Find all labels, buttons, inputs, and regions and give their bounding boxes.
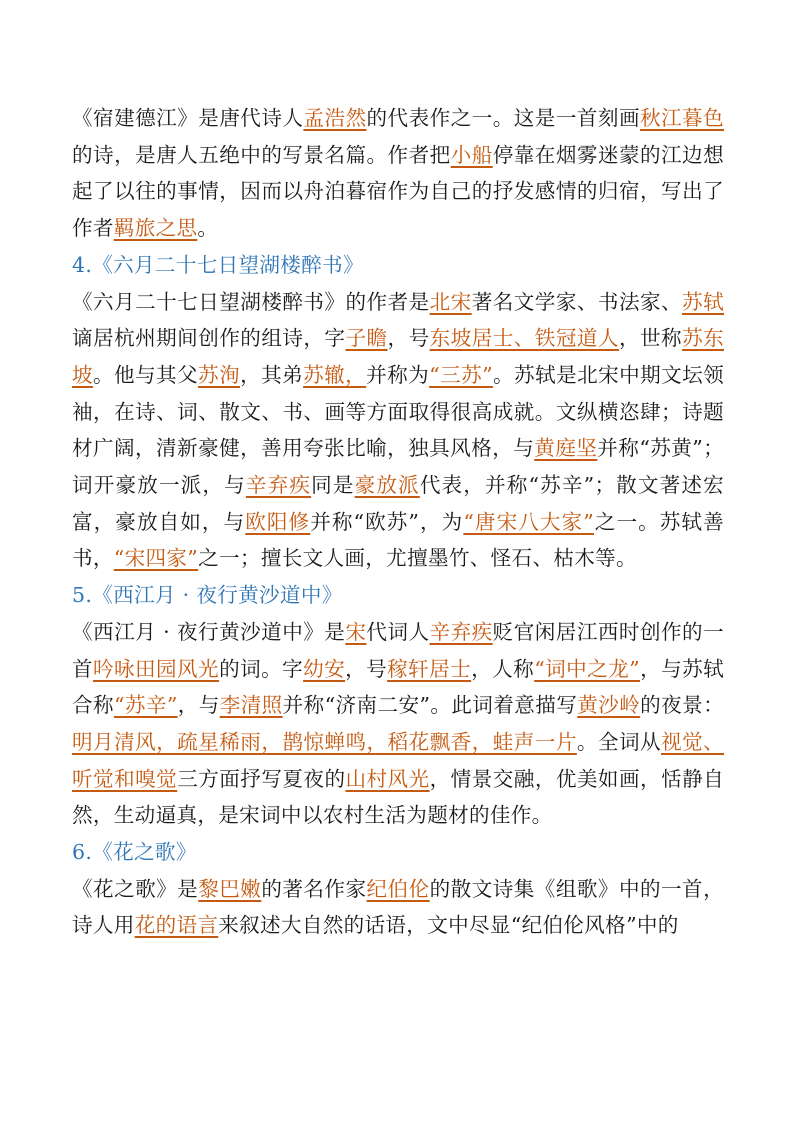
section-heading: 6.《花之歌》 (72, 840, 197, 865)
highlighted-term: “唐宋八大家” (463, 509, 595, 534)
highlighted-term: 稼轩居士 (387, 656, 472, 681)
document-body (72, 100, 724, 944)
highlighted-term: 北宋 (429, 289, 472, 314)
paragraph-text: 来叙述大自然的话语，文中尽显“纪伯伦风格”中的 (218, 913, 679, 938)
paragraph-text: 并称“苏黄”；词开豪放一派，与 (72, 436, 725, 498)
paragraph-text: 并称“欧苏”，为 (310, 509, 464, 534)
paragraph-text: ，人称 (471, 656, 535, 681)
paragraph-text: ，世称 (618, 326, 683, 351)
paragraph-text: ，与 (177, 693, 220, 718)
highlighted-term: 山村风光 (345, 766, 430, 791)
highlighted-term: 视觉、听觉和嗅觉 (72, 729, 724, 791)
highlighted-term: 吟咏田园风光 (93, 656, 220, 681)
paragraph-text: 的散文诗集《组歌》中的一首，诗人用 (72, 876, 724, 938)
highlighted-term: 宋 (345, 619, 367, 644)
highlighted-term: 苏辙， (303, 362, 367, 387)
paragraph-text: ，与苏轼合称 (72, 656, 725, 718)
paragraph-text: 《六月二十七日望湖楼醉书》的作者是 (72, 289, 430, 314)
paragraph-text: 的词。字 (219, 656, 304, 681)
paragraph-text: 《宿建德江》是唐代诗人 (72, 106, 304, 130)
highlighted-term: 纪伯伦 (366, 876, 430, 901)
highlighted-term: 李清照 (219, 693, 283, 718)
paragraph (72, 100, 724, 247)
highlighted-term: 幼安 (303, 656, 346, 681)
section-heading: 4.《六月二十七日望湖楼醉书》 (72, 252, 364, 277)
paragraph (72, 614, 724, 834)
paragraph-text: 。 (197, 216, 219, 241)
paragraph-text: 。他与其父 (93, 362, 199, 387)
paragraph-text: 停靠在烟雾迷蒙的江边想起了以往的事情，因而以舟泊暮宿作为自己的抒发感情的归宿，写出了作者 (72, 142, 724, 241)
highlighted-term: 苏洵 (198, 362, 241, 387)
highlighted-term: 明月清风，疏星稀雨，鹊惊蝉鸣，稻花飘香，蛙声一片 (72, 729, 577, 754)
highlighted-term: 辛弃疾 (245, 473, 312, 498)
highlighted-term: 羁旅之思 (113, 216, 198, 241)
paragraph-text: 代表，并称“苏辛”；散文著述宏富，豪放自如，与 (72, 473, 725, 534)
paragraph-text: 谪居杭州期间创作的组诗，字 (72, 326, 346, 351)
highlighted-term: 黄沙岭 (577, 693, 641, 718)
highlighted-term: 东坡居士、铁冠道人 (429, 326, 619, 351)
paragraph-text: 并称“济南二安”。此词着意描写 (282, 693, 578, 718)
paragraph-text: 同是 (311, 473, 355, 498)
highlighted-term: 豪放派 (354, 473, 420, 498)
paragraph (72, 871, 724, 944)
paragraph-text: 三方面抒写夏夜的 (177, 766, 346, 791)
paragraph-text: 的夜景： (640, 693, 724, 718)
highlighted-term: 辛弃疾 (429, 619, 493, 644)
paragraph-text: ，号 (387, 326, 430, 351)
paragraph-text: 的著名作家 (261, 876, 367, 901)
paragraph-text: 《花之歌》是 (72, 876, 199, 901)
highlighted-term: 黎巴嫩 (198, 876, 262, 901)
highlighted-term: “三苏” (429, 362, 493, 387)
paragraph-text: ，情景交融，优美如画，恬静自然，生动逼真，是宋词中以农村生活为题材的佳作。 (72, 766, 725, 828)
paragraph-text: 并称为 (366, 362, 430, 387)
paragraph-text: 。苏轼是北宋中期文坛领袖，在诗、词、散文、书、画等方面取得很高成就。文纵横恣肆；诗题材广阔，清新豪健，善用夸张比喻，独具风格，与 (72, 362, 724, 461)
paragraph-text: ，号 (345, 656, 388, 681)
paragraph-text: 的代表作之一。这是一首刻画 (366, 106, 640, 130)
paragraph-text: 贬官闲居江西时创作的一首 (72, 619, 724, 681)
highlighted-term: 黄庭坚 (534, 436, 598, 461)
highlighted-term: 孟浩然 (303, 106, 367, 130)
paragraph-text: 之一；擅长文人画，尤擅墨竹、怪石、枯木等。 (198, 546, 637, 571)
paragraph-text: 《西江月 · 夜行黄沙道中》是 (72, 619, 346, 644)
section-heading: 5.《西江月 · 夜行黄沙道中》 (72, 583, 343, 608)
paragraph-text: 的诗，是唐人五绝中的写景名篇。作者把 (72, 142, 451, 167)
highlighted-term: 子瞻 (345, 326, 388, 351)
highlighted-term: 欧阳修 (245, 509, 311, 534)
highlighted-term: “宋四家” (113, 546, 199, 571)
paragraph-text: 之一。苏轼善书， (72, 509, 724, 571)
highlighted-term: 苏轼 (682, 289, 724, 314)
highlighted-term: 小船 (450, 142, 493, 167)
highlighted-term: 秋江暮色 (639, 106, 724, 130)
highlighted-term: 花的语言 (134, 913, 219, 938)
paragraph-text: 代词人 (366, 619, 430, 644)
highlighted-term: 苏东坡 (72, 326, 724, 387)
paragraph (72, 284, 724, 578)
paragraph-text: 著名文学家、书法家、 (471, 289, 683, 314)
highlighted-term: “词中之龙” (534, 656, 640, 681)
paragraph-text: 。全词从 (576, 729, 662, 754)
paragraph-text: ，其弟 (240, 362, 304, 387)
highlighted-term: “苏辛” (113, 693, 178, 718)
